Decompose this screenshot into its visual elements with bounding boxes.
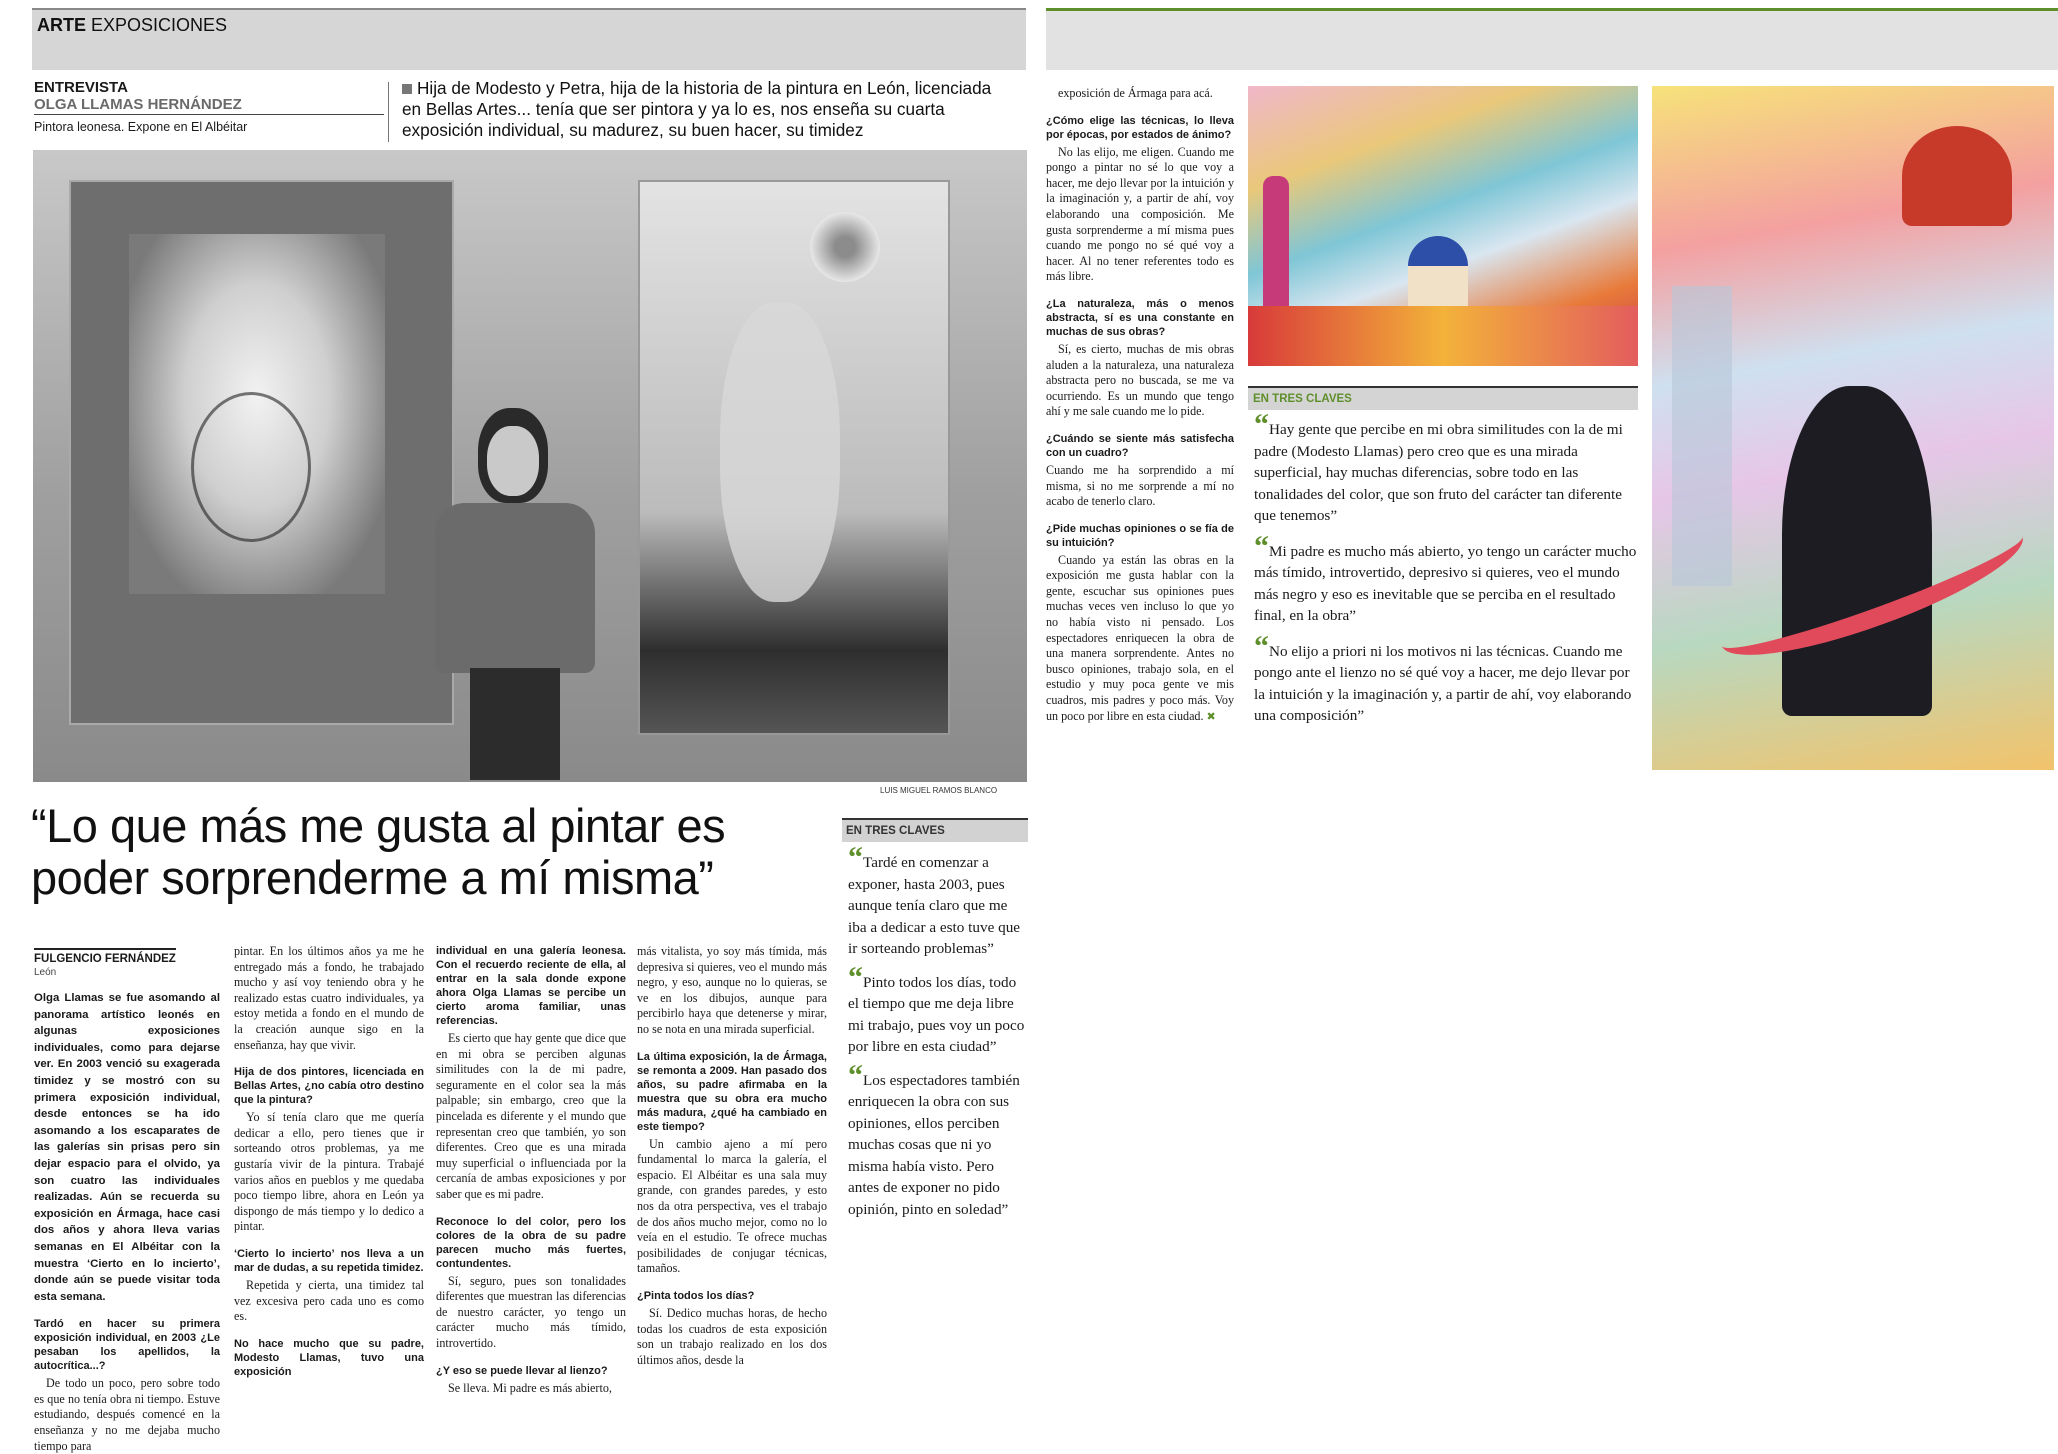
answer: Cuando ya están las obras en la exposición me gusta hablar con la gente, escuchar sus opiniones pues muchas veces ven incluso lo que yo no había visto ni pensado. Los espectadores enriquecen la obra de una manera sorprendente. Antes no busco opiniones, trabajo sola, en el estudio y muy poca gente ve mis cuadros, mis padres y poco más. Voy un poco por libre en esta ciudad. [1046, 552, 1234, 723]
divider [388, 82, 389, 142]
photo-credit: LUIS MIGUEL RAMOS BLANCO [880, 786, 998, 795]
lead [402, 78, 1014, 141]
exhibition-photo [33, 150, 1027, 782]
answer: más vitalista, yo soy más tímida, más depresiva si quieres, veo el mundo más negro, y eso, aunque no lo quieras, se ve en los dibujos, aunque para percibirlo haya que detenerse y mirar, no se nota en una mirada superficial. [637, 944, 827, 1036]
question: Hija de dos pintores, licenciada en Bellas Artes, ¿no cabía otro destino que la pintura? [234, 1066, 424, 1107]
newspaper-page-right [1046, 0, 2058, 1405]
painting-right [638, 180, 950, 735]
question: individual en una galería leonesa. Con el recuerdo reciente de ella, al entrar en la sala donde expone ahora Olga Llamas se percibe un cierto aroma familiar, unas referencias. [436, 945, 626, 1027]
byline [34, 948, 234, 978]
person-name: OLGA LLAMAS HERNÁNDEZ [34, 96, 384, 115]
painting-landscape [1248, 86, 1638, 366]
answer-block [1046, 553, 1234, 726]
question: ¿Pide muchas opiniones o se fía de su intuición? [1046, 522, 1234, 549]
question: ¿La naturaleza, más o menos abstracta, sí es una constante en muchas de sus obras? [1046, 297, 1234, 338]
quote-mark-icon: “ [1254, 529, 1269, 563]
sidebar-quote-text: Pinto todos los días, todo el tiempo que me deja libre mi trabajo, pues voy un poco por libre en esta ciudad” [848, 973, 1025, 1055]
painting-left [69, 180, 454, 725]
article-column-3 [436, 944, 626, 1400]
kicker-box [34, 80, 384, 136]
question: Tardó en hacer su primera exposición individual, en 2003 ¿Le pesaban los apellidos, la autocrítica...? [34, 1318, 220, 1373]
section-subname: EXPOSICIONES [91, 15, 228, 35]
article-column-1 [34, 990, 220, 1453]
sidebar-quote [842, 960, 1028, 1058]
sidebar-box [1248, 386, 1638, 766]
headline: “Lo que más me gusta al pintar es poder sorprenderme a mí misma” [31, 799, 726, 904]
sidebar-quote [1248, 408, 1638, 527]
sidebar-quote [842, 1058, 1028, 1221]
question: No hace mucho que su padre, Modesto Llamas, tuvo una exposición [234, 1337, 424, 1378]
question: Reconoce lo del color, pero los colores de la obra de su padre parecen mucho más fuertes, contundentes. [436, 1215, 626, 1270]
answer: Repetida y cierta, una timidez tal vez excesiva pero cada uno es como es. [234, 1277, 424, 1324]
answer: Es cierto que hay gente que dice que en mi obra se perciben algunas similitudes con la de mi padre, seguramente en el color sea la más palpable; sin embargo, creo que la pincelada es diferente y el mundo que representan creo que también, yo son diferentes. Creo que es una mirada muy superficial o influenciada por la cercanía de ambas exposiciones y por saber que es mi padre. [436, 1031, 626, 1201]
sidebar-title: EN TRES CLAVES [842, 818, 1028, 842]
section-name: ARTE [37, 15, 86, 35]
answer: Sí, seguro, pues son tonalidades diferentes que muestran las diferencias de nuestro carácter, yo tengo un carácter mucho más tímido, introvertido. [436, 1273, 626, 1350]
intro: Olga Llamas se fue asomando al panorama artístico leonés en algunas exposiciones individuales, como para dejarse ver. En 2003 venció su exagerada timidez y se mostró con su primera exposición individual, desde entonces se ha ido asomando a los escaparates de las galerías sin prisas pero sin dejar espacio para el olvido, ya son cuatro las individuales realizadas. Aún se recuerda su exposición en Ármaga, hace casi dos años y ahora lleva varias semanas en El Albéitar con la muestra ‘Cierto en lo incierto’, donde aún se puede visitar toda esta semana. [34, 992, 220, 1303]
answer: No las elijo, me eligen. Cuando me pongo a pintar no sé lo que voy a hacer, me dejo llevar por la intuición y la imaginación y, a partir de ahí, voy elaborando una composición. Me gusta sorprenderme a mí misma pues cuando me pongo no sé qué voy a hacer. Al no tener referentes todo es más libre. [1046, 144, 1234, 284]
answer: Yo sí tenía claro que me quería dedicar a ello, pero tienes que ir sorteando otros problemas, ya me gustaría vivir de la pintura. Trabajé varios años en pueblos y me quedaba poco tiempo libre, ahora en León ya dispongo de más tiempo y lo dedico a pintar. [234, 1110, 424, 1234]
answer: Sí, es cierto, muchas de mis obras aluden a la naturaleza, una naturaleza abstracta pero no buscada, se me va ocurriendo. Es un mundo que tengo ahí y me sale cuando me lo pide. [1046, 341, 1234, 419]
sidebar-quote-text: Hay gente que percibe en mi obra similitudes con la de mi padre (Modesto Llamas) pero creo que es una mirada superficial, hay muchas diferencias, sobre todo en las tonalidades del color, que son fruto del carácter tan diferente que tenemos” [1254, 421, 1623, 524]
section-header [37, 15, 227, 36]
question: ¿Cuándo se siente más satisfecha con un cuadro? [1046, 432, 1234, 459]
answer: exposición de Ármaga para acá. [1058, 86, 1213, 100]
lead-text: Hija de Modesto y Petra, hija de la historia de la pintura en León, licenciada en Bellas Artes... tenía que ser pintora y ya lo es, nos enseña su cuarta exposición individual, su madurez, su buen hacer, su timidez [402, 78, 992, 140]
answer: De todo un poco, pero sobre todo es que no tenía obra ni tiempo. Estuve estudiando, después comencé en la enseñanza y no me dejaba mucho tiempo para [34, 1376, 220, 1453]
quote-mark-icon: “ [848, 1058, 863, 1092]
answer: Se lleva. Mi padre es más abierto, [448, 1380, 612, 1395]
painting-figure [1652, 86, 2054, 770]
end-mark-icon: ✖ [1206, 710, 1216, 723]
sidebar-quote [1248, 529, 1638, 627]
article-column-5 [1046, 86, 1234, 786]
square-bullet-icon [402, 84, 412, 94]
quote-mark-icon: “ [848, 960, 863, 994]
answer: Cuando me ha sorprendido a mí misma, si no me sorprende a mí no acabo de tenerlo claro. [1046, 462, 1234, 509]
article-column-4 [637, 944, 827, 1400]
question: ‘Cierto lo incierto’ nos lleva a un mar de dudas, a su repetida timidez. [234, 1247, 424, 1274]
quote-mark-icon: “ [848, 841, 863, 874]
answer: Un cambio ajeno a mí pero fundamental lo marca la galería, el espacio. El Albéitar es una sala muy grande, con grandes paredes, y esto nos da otra perspectiva, ves el trabajo de dos años mucho mejor, como no lo veía en el estudio. Te ofrece muchas posibilidades de conjugar técnicas, tamaños. [637, 1136, 827, 1276]
top-bar [1046, 8, 2058, 70]
kicker: ENTREVISTA [34, 79, 128, 96]
sidebar-quote [1248, 629, 1638, 727]
author: FULGENCIO FERNÁNDEZ [34, 948, 176, 965]
city: León [34, 967, 57, 978]
question: ¿Cómo elige las técnicas, lo lleva por épocas, por estados de ánimo? [1046, 114, 1234, 141]
sidebar-quote-text: No elijo a priori ni los motivos ni las técnicas. Cuando me pongo ante el lienzo no sé qué voy a hacer, me dejo llevar por la intuición y la imaginación y, a partir de ahí, voy elaborando una composición” [1254, 642, 1632, 724]
quote-mark-icon: “ [1254, 408, 1269, 441]
question: ¿Pinta todos los días? [637, 1289, 755, 1302]
sidebar-quote-text: Mi padre es mucho más abierto, yo tengo un carácter mucho más tímido, introvertido, depresivo si quieres, veo el mundo más negro y eso es inevitable que se perciba en el resultado final, en la obra” [1254, 542, 1637, 624]
sidebar-quote-text: Tardé en comenzar a exponer, hasta 2003, pues aunque tenía claro que me iba a dedicar a esto tuve que ir sorteando problemas” [848, 854, 1021, 957]
question: ¿Y eso se puede llevar al lienzo? [436, 1364, 608, 1377]
answer: pintar. En los últimos años ya me he entregado más a fondo, he trabajado mucho y así voy teniendo obra y he realizado estas cuatro individuales, ya estoy metida a fondo en el mundo de la creación aunque sigo en la enseñanza, hay que vivir. [234, 944, 424, 1052]
sidebar-box [842, 818, 1028, 1318]
sidebar-quote-text: Los espectadores también enriquecen la obra con sus opiniones, ellos perciben muchas cosas que ni yo misma había visto. Pero antes de exponer no pido opinión, pinto en soledad” [848, 1071, 1020, 1218]
article-column-2 [234, 944, 424, 1400]
question: La última exposición, la de Ármaga, se remonta a 2009. Han pasado dos años, su padre afirmaba en la muestra que su obra era mucho más madura, ¿qué ha cambiado en este tiempo? [637, 1050, 827, 1133]
sidebar-title: EN TRES CLAVES [1248, 386, 1638, 410]
answer: Sí. Dedico muchas horas, de hecho todas los cuadros de esta exposición son un trabajo realizado en los dos últimos años, desde la [637, 1305, 827, 1367]
artist-figure [425, 408, 595, 780]
quote-mark-icon: “ [1254, 629, 1269, 663]
person-description: Pintora leonesa. Expone en El Albéitar [34, 120, 248, 134]
sidebar-quote [842, 841, 1028, 960]
